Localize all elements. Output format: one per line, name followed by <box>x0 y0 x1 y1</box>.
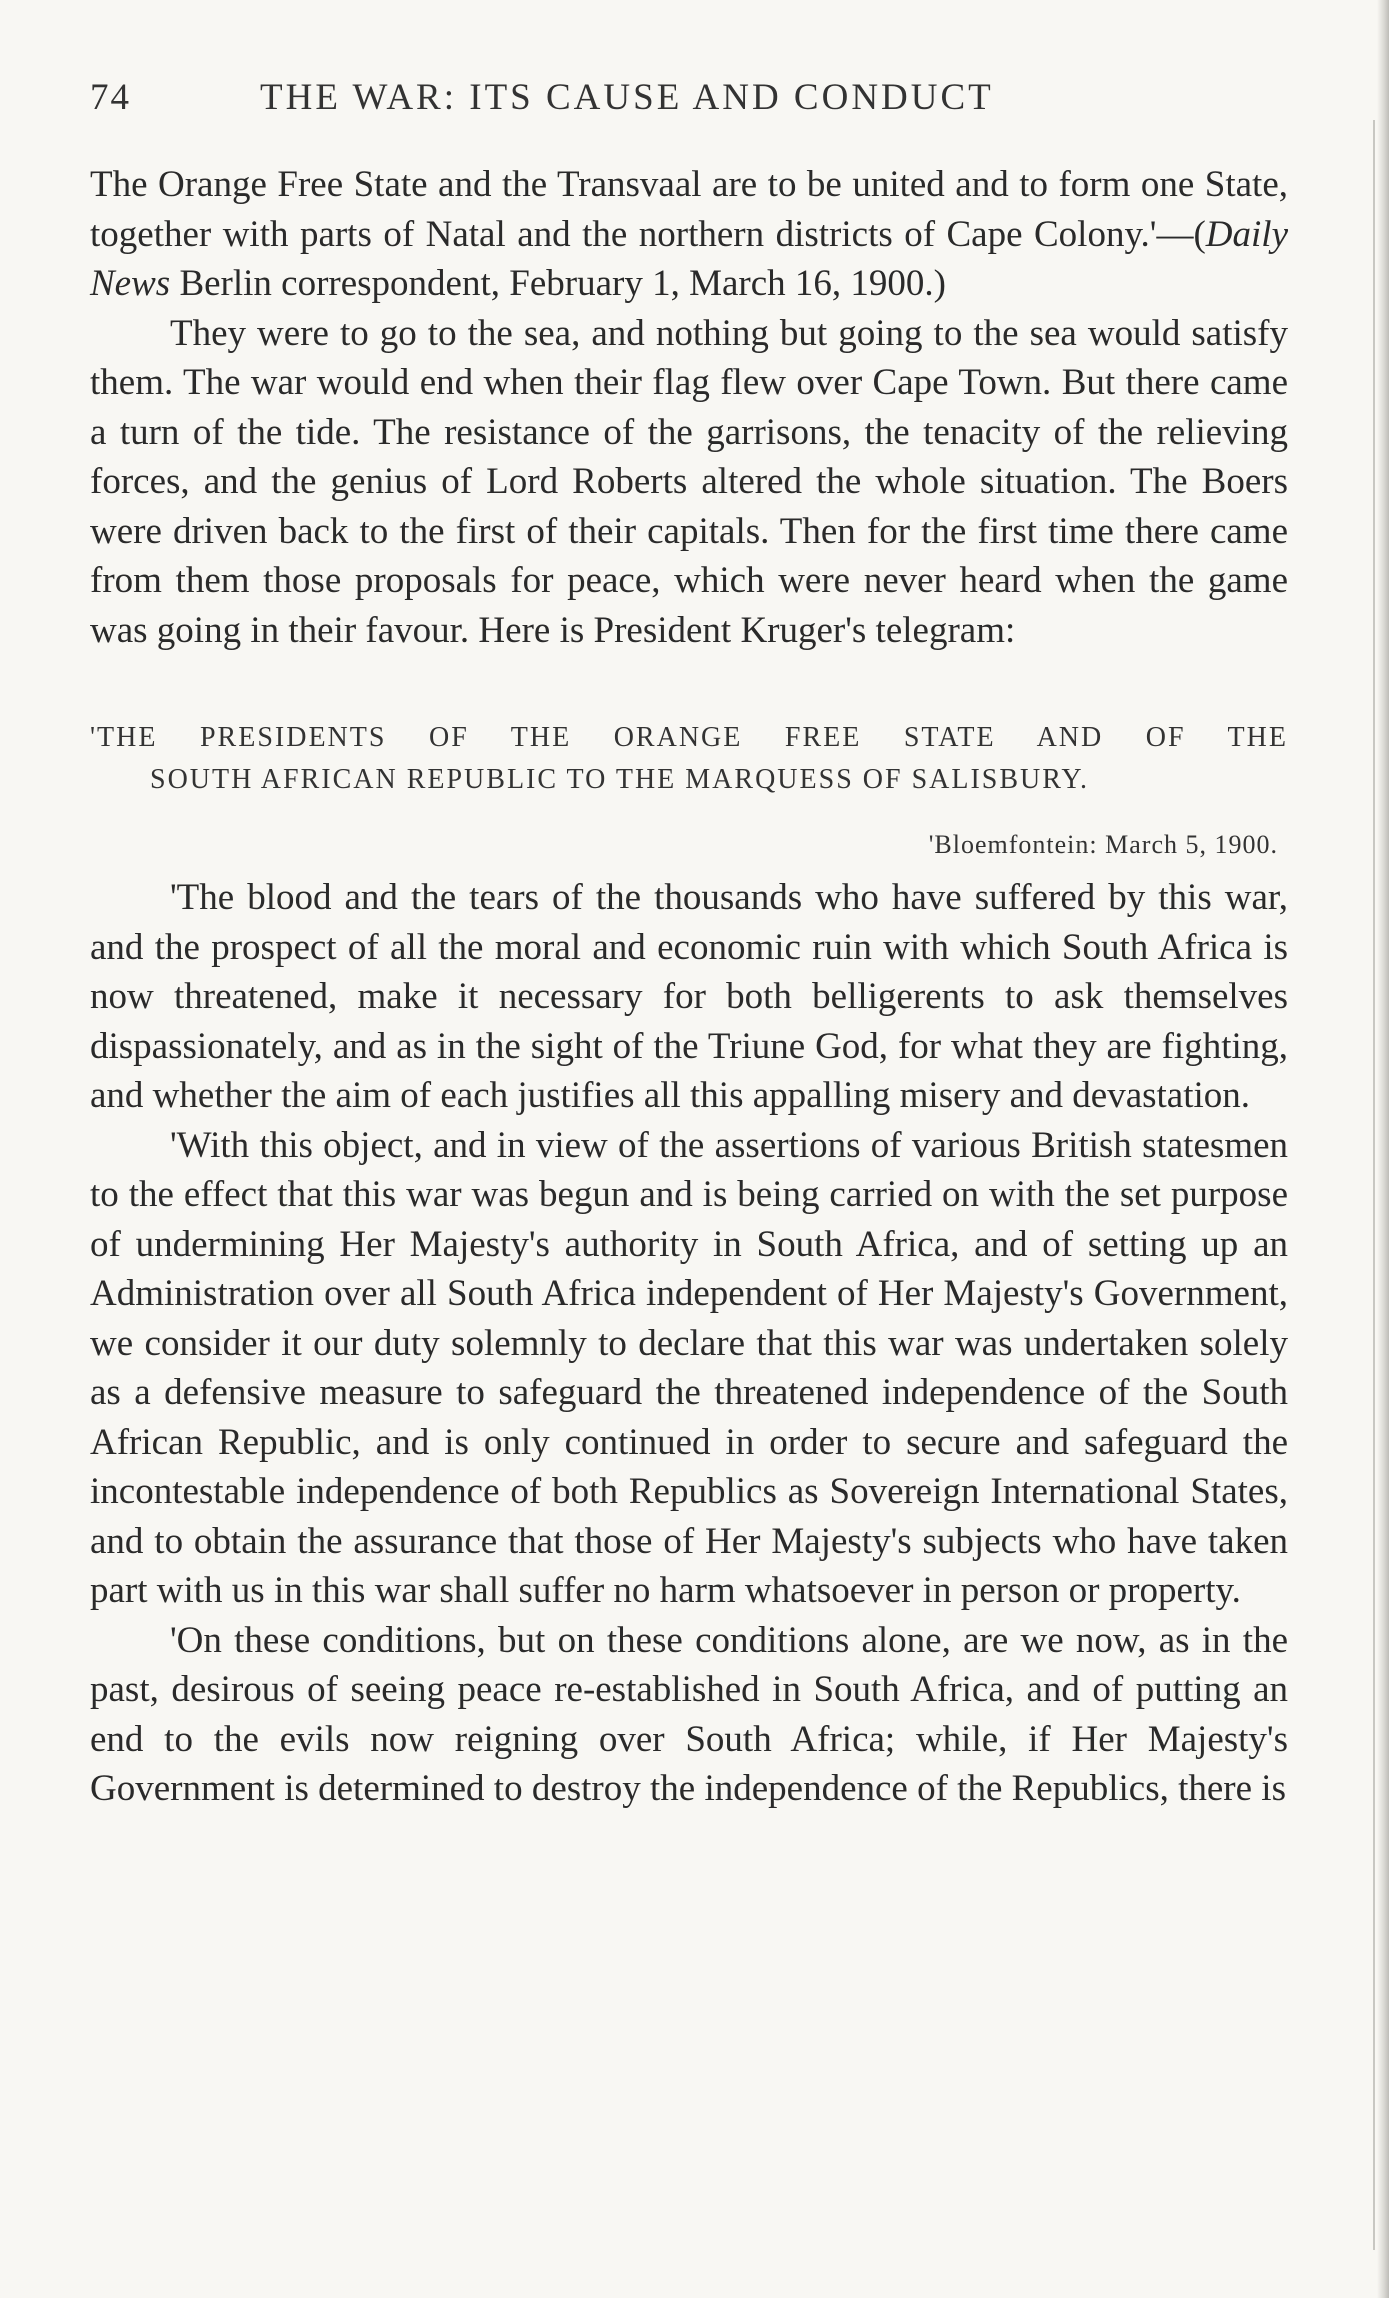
paragraph-quote-end <box>90 160 1288 309</box>
paragraph-quote-end-citation: Berlin correspondent, February 1, March 16, 1900.) <box>170 263 946 304</box>
telegram-heading-line-1: 'THE PRESIDENTS OF THE ORANGE FREE STATE AND OF THE <box>90 722 1288 753</box>
page-edge-line <box>1373 120 1375 2250</box>
telegram-heading <box>90 717 1288 801</box>
running-head <box>90 76 1290 126</box>
page-edge-shadow <box>1377 0 1389 2298</box>
paragraph-turn-of-tide: They were to go to the sea, and nothing but going to the sea would satisfy them. The war would end when their flag flew over Cape Town. But there came a turn of the tide. The resistance of the garrisons, the tenacity of the relieving forces, and the genius of Lord Roberts altered the whole situation. The Boers were driven back to the first of their capitals. Then for the first time there came from them those proposals for peace, which were never heard when the game was going in their favour. Here is President Kruger's telegram: <box>90 312 1288 651</box>
paragraph-telegram-3: 'On these conditions, but on these conditions alone, are we now, as in the past, desirous of seeing peace re-established in South Africa, and of putting an end to the evils now reigning over South Africa; while, if Her Majesty's Government is determined to destroy the independence of the Republics, there is <box>90 1619 1288 1809</box>
paragraph-quote-end-text: The Orange Free State and the Transvaal are to be united and to form one State, together with parts of Natal and the northern districts of Cape Colony.'—( <box>90 164 1288 255</box>
paragraph-telegram-1: 'The blood and the tears of the thousands who have suffered by this war, and the prospect of all the moral and economic ruin with which South Africa is now threatened, make it necessary for both belligerents to ask themselves dispassionately, and as in the sight of the Triune God, for what they are fighting, and whether the aim of each justifies all this appalling misery and devastation. <box>90 877 1288 1116</box>
paragraph-telegram-2: 'With this object, and in view of the assertions of various British statesmen to the effect that this war was begun and is being carried on with the set purpose of undermining Her Majesty's authority in South Africa, and of setting up an Administration over all South Africa independent of Her Majesty's Government, we consider it our duty solemnly to declare that this war was undertaken solely as a defensive measure to safeguard the threatened independence of the South African Republic, and is only continued in order to secure and safeguard the incontestable independence of both Republics as Sovereign International States, and to obtain the assurance that those of Her Majesty's subjects who have taken part with us in this war shall suffer no harm whatsoever in person or property. <box>90 1124 1288 1611</box>
page-number: 74 <box>90 77 131 118</box>
main-text <box>90 160 1288 1814</box>
newspaper-title: Daily News <box>90 213 1288 304</box>
telegram-heading-line-2: SOUTH AFRICAN REPUBLIC TO THE MARQUESS OF SALISBURY. <box>150 764 1089 795</box>
telegram-dateline: 'Bloemfontein: March 5, 1900. <box>928 830 1278 859</box>
running-title: THE WAR: ITS CAUSE AND CONDUCT <box>260 77 994 118</box>
